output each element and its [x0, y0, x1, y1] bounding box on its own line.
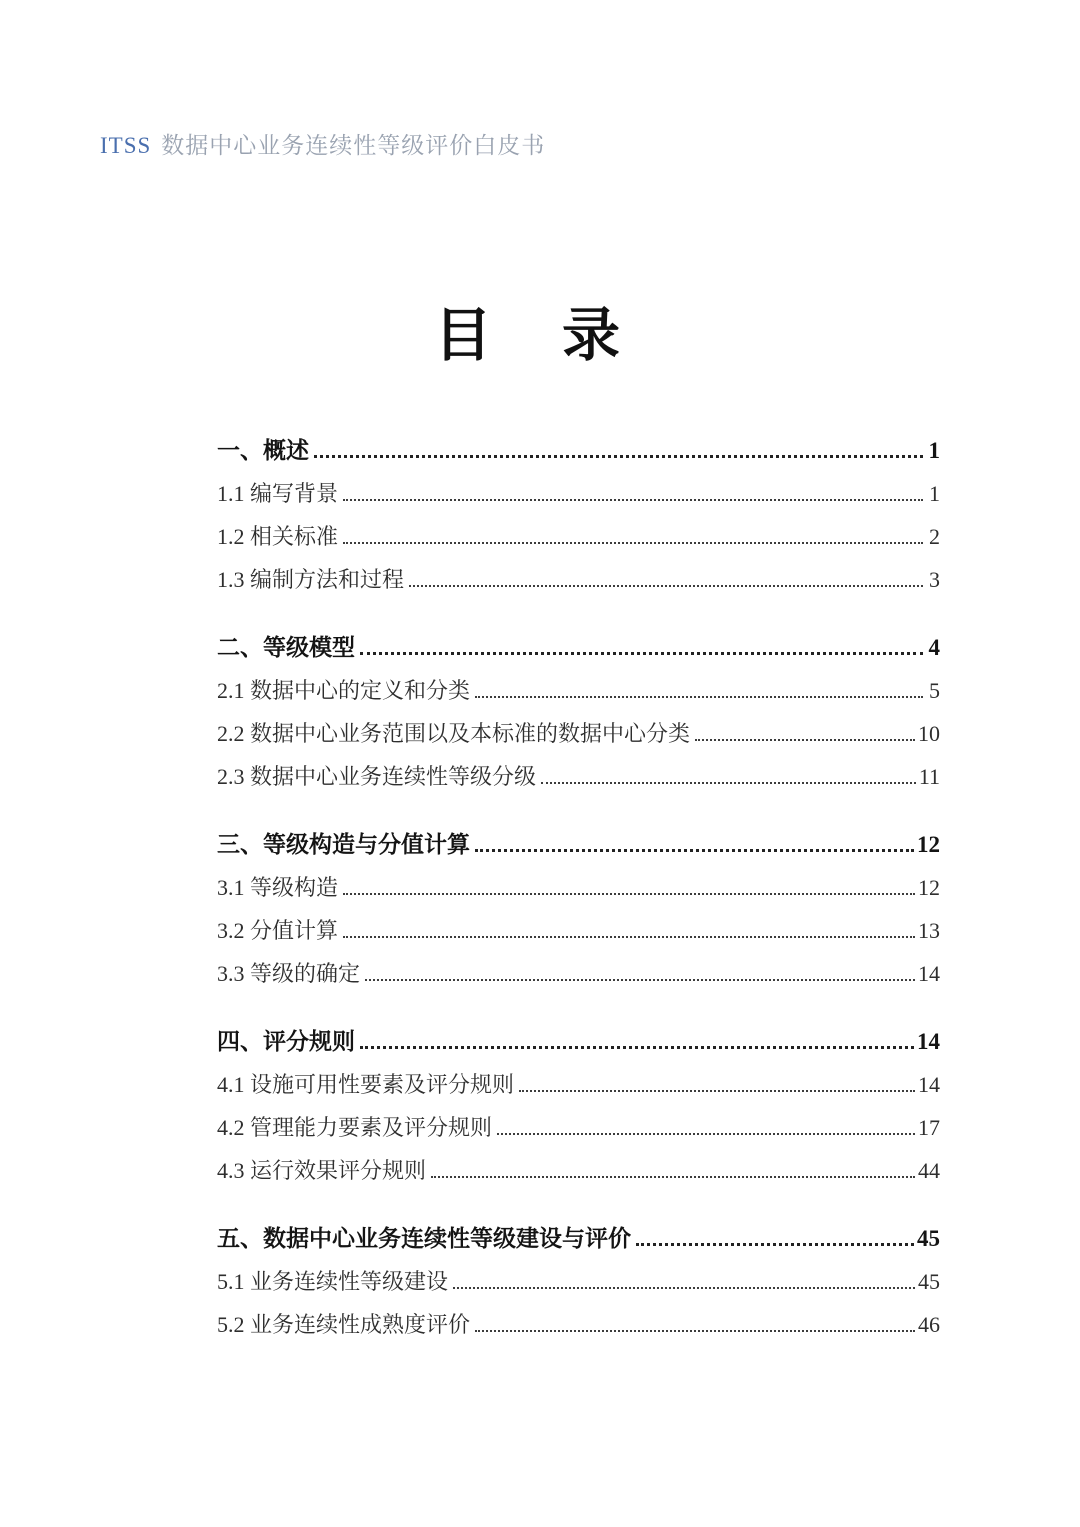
dot-leader: [475, 696, 923, 698]
toc-entry: [217, 1072, 940, 1098]
toc-entry-label: 四、评分规则: [217, 1029, 355, 1054]
toc-entry: [217, 1269, 940, 1295]
dot-leader: [475, 849, 914, 852]
toc-entry-label: 一、概述: [217, 438, 309, 463]
toc-entry-page: 2: [929, 524, 940, 549]
toc-list: [217, 438, 940, 1355]
dot-leader: [314, 455, 923, 458]
toc-entry-label: 4.3 运行效果评分规则: [217, 1158, 427, 1183]
document-header-title: 数据中心业务连续性等级评价白皮书: [161, 132, 546, 158]
toc-entry-page: 1: [929, 481, 940, 506]
toc-entry-page: 14: [917, 1029, 940, 1054]
toc-entry-label: 1.1 编写背景: [217, 481, 339, 506]
toc-section: [217, 635, 940, 790]
toc-entry-page: 5: [929, 678, 940, 703]
toc-entry-page: 12: [918, 875, 940, 900]
toc-entry-label: 4.2 管理能力要素及评分规则: [217, 1115, 493, 1140]
dot-leader: [519, 1090, 915, 1092]
toc-entry: [217, 721, 940, 747]
dot-leader: [431, 1176, 915, 1178]
toc-entry: [217, 1029, 940, 1055]
dot-leader: [695, 739, 915, 741]
toc-entry: [217, 1158, 940, 1184]
toc-entry-page: 11: [918, 764, 940, 789]
toc-entry-page: 44: [918, 1158, 940, 1183]
toc-entry-label: 2.1 数据中心的定义和分类: [217, 678, 471, 703]
toc-entry-page: 4: [928, 635, 940, 660]
toc-entry-page: 10: [918, 721, 940, 746]
dot-leader: [409, 585, 923, 587]
dot-leader: [541, 782, 916, 784]
dot-leader: [453, 1287, 915, 1289]
toc-entry-page: 45: [917, 1226, 940, 1251]
toc-entry-label: 3.3 等级的确定: [217, 961, 361, 986]
toc-entry-page: 3: [929, 567, 940, 592]
dot-leader: [475, 1330, 915, 1332]
toc-section: [217, 1226, 940, 1338]
dot-leader: [360, 1046, 914, 1049]
toc-entry-page: 13: [918, 918, 940, 943]
toc-entry-page: 45: [918, 1269, 940, 1294]
toc-entry-page: 17: [918, 1115, 940, 1140]
toc-entry: [217, 678, 940, 704]
dot-leader: [497, 1133, 915, 1135]
dot-leader: [343, 936, 915, 938]
toc-entry: [217, 961, 940, 987]
toc-entry-label: 五、数据中心业务连续性等级建设与评价: [217, 1226, 631, 1251]
toc-entry-label: 3.1 等级构造: [217, 875, 339, 900]
toc-entry-label: 1.2 相关标准: [217, 524, 339, 549]
dot-leader: [365, 979, 915, 981]
toc-section: [217, 438, 940, 593]
toc-entry: [217, 567, 940, 593]
itss-brand-text: ITSS: [100, 133, 152, 158]
toc-entry-label: 4.1 设施可用性要素及评分规则: [217, 1072, 515, 1097]
toc-section: [217, 832, 940, 987]
toc-entry: [217, 438, 940, 464]
page-title: 目 录: [433, 303, 626, 368]
toc-entry: [217, 1115, 940, 1141]
toc-entry-label: 5.1 业务连续性等级建设: [217, 1269, 449, 1294]
toc-entry: [217, 1226, 940, 1252]
toc-entry: [217, 918, 940, 944]
dot-leader: [343, 893, 915, 895]
toc-entry-label: 3.2 分值计算: [217, 918, 339, 943]
toc-entry-label: 5.2 业务连续性成熟度评价: [217, 1312, 471, 1337]
toc-entry-label: 1.3 编制方法和过程: [217, 567, 405, 592]
dot-leader: [343, 499, 923, 501]
dot-leader: [360, 652, 923, 655]
toc-entry-page: 46: [918, 1312, 940, 1337]
dot-leader: [343, 542, 923, 544]
toc-entry: [217, 481, 940, 507]
toc-entry-label: 三、等级构造与分值计算: [217, 832, 470, 857]
toc-entry: [217, 832, 940, 858]
toc-entry: [217, 875, 940, 901]
toc-entry-page: 14: [918, 961, 940, 986]
toc-entry-label: 2.3 数据中心业务连续性等级分级: [217, 764, 537, 789]
toc-entry: [217, 524, 940, 550]
dot-leader: [636, 1243, 914, 1246]
toc-entry: [217, 764, 940, 790]
toc-entry: [217, 1312, 940, 1338]
toc-entry: [217, 635, 940, 661]
toc-entry-page: 14: [918, 1072, 940, 1097]
toc-entry-page: 1: [928, 438, 940, 463]
document-header: [100, 130, 545, 161]
toc-entry-label: 二、等级模型: [217, 635, 355, 660]
toc-entry-page: 12: [917, 832, 940, 857]
toc-section: [217, 1029, 940, 1184]
toc-entry-label: 2.2 数据中心业务范围以及本标准的数据中心分类: [217, 721, 691, 746]
